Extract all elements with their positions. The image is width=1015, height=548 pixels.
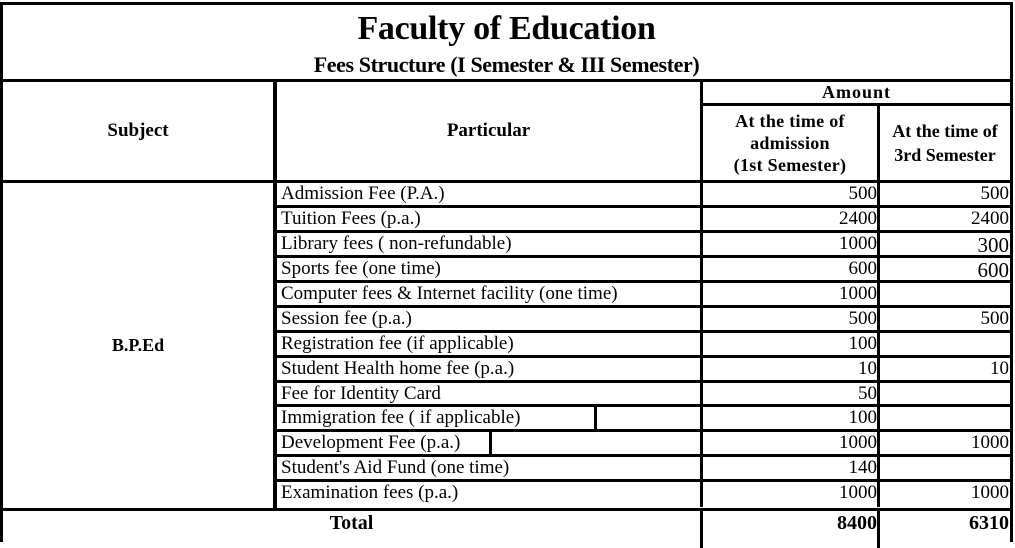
first-semester-amount: 10 <box>703 358 880 380</box>
first-semester-amount: 500 <box>703 183 880 205</box>
header-line: At the time of <box>735 111 845 131</box>
third-semester-amount: 300 <box>977 232 1009 257</box>
third-semester-amount: 1000 <box>971 482 1009 504</box>
total-label: Total <box>3 511 703 548</box>
subject-cell: B.P.Ed <box>3 183 277 508</box>
table-row <box>277 208 1010 233</box>
third-semester-amount <box>880 333 1010 355</box>
first-semester-amount: 100 <box>703 333 880 355</box>
particular-cell: Examination fees (p.a.) <box>277 482 703 507</box>
column-header-third-semester <box>880 106 1010 183</box>
total-row <box>3 508 1010 548</box>
table-row <box>277 183 1010 208</box>
title-block <box>3 5 1010 82</box>
page-title: Faculty of Education <box>357 10 656 47</box>
table-row <box>277 482 1010 507</box>
first-semester-amount: 100 <box>703 407 880 429</box>
first-semester-amount: 1000 <box>703 233 880 255</box>
table-row <box>277 333 1010 358</box>
particular-cell: Student's Aid Fund (one time) <box>277 457 703 479</box>
total-third-semester: 6310 <box>969 512 1009 534</box>
third-semester-amount <box>880 407 1010 429</box>
cell-divider <box>489 432 492 457</box>
cell-divider <box>594 407 597 432</box>
table-row <box>277 283 1010 308</box>
particular-cell: Computer fees & Internet facility (one time) <box>277 283 703 305</box>
third-semester-amount <box>880 457 1010 479</box>
third-semester-amount <box>880 283 1010 305</box>
first-semester-amount: 1000 <box>703 482 880 507</box>
table-row <box>277 407 1010 432</box>
third-semester-amount <box>880 383 1010 405</box>
particular-cell: Admission Fee (P.A.) <box>277 183 703 205</box>
header-line: admission <box>750 133 830 153</box>
third-semester-amount: 500 <box>980 307 1009 329</box>
particular-cell-wrap <box>277 432 703 454</box>
particular-cell: Tuition Fees (p.a.) <box>277 208 703 230</box>
first-semester-amount: 140 <box>703 457 880 479</box>
fee-rows <box>277 183 1010 507</box>
third-semester-amount: 500 <box>980 183 1009 204</box>
third-semester-amount: 600 <box>977 257 1009 282</box>
particular-cell: Registration fee (if applicable) <box>277 333 703 355</box>
first-semester-amount: 600 <box>703 258 880 280</box>
first-semester-amount: 2400 <box>703 208 880 230</box>
particular-cell: Session fee (p.a.) <box>277 308 703 330</box>
table-row <box>277 258 1010 283</box>
page-subtitle: Fees Structure (I Semester & III Semester) <box>313 52 700 77</box>
first-semester-amount: 50 <box>703 383 880 405</box>
third-semester-amount: 1000 <box>971 432 1009 454</box>
particular-cell: Student Health home fee (p.a.) <box>277 358 703 380</box>
table-row <box>277 457 1010 482</box>
fees-structure-sheet <box>0 2 1013 542</box>
header-line: 3rd Semester <box>894 145 996 165</box>
first-semester-amount: 500 <box>703 308 880 330</box>
table-row <box>277 233 1010 258</box>
particular-cell: Fee for Identity Card <box>277 383 703 405</box>
column-header-particular: Particular <box>277 82 703 183</box>
particular-cell: Development Fee (p.a.) <box>281 432 461 454</box>
header-line: At the time of <box>892 121 998 141</box>
column-header-subject: Subject <box>3 82 277 183</box>
third-semester-amount: 2400 <box>971 207 1009 229</box>
first-semester-amount: 1000 <box>703 283 880 305</box>
table-row <box>277 308 1010 333</box>
third-semester-amount: 10 <box>990 357 1009 379</box>
particular-cell-wrap <box>277 407 703 429</box>
particular-cell: Library fees ( non-refundable) <box>277 233 703 255</box>
column-header-first-semester <box>703 106 880 183</box>
particular-cell: Immigration fee ( if applicable) <box>281 407 521 429</box>
particular-cell: Sports fee (one time) <box>277 258 703 280</box>
table-row <box>277 358 1010 383</box>
column-header-amount: Amount <box>703 82 1010 106</box>
total-first-semester: 8400 <box>703 511 880 548</box>
table-row <box>277 432 1010 457</box>
table-row <box>277 383 1010 408</box>
header-line: (1st Semester) <box>733 155 847 175</box>
first-semester-amount: 1000 <box>703 432 880 454</box>
